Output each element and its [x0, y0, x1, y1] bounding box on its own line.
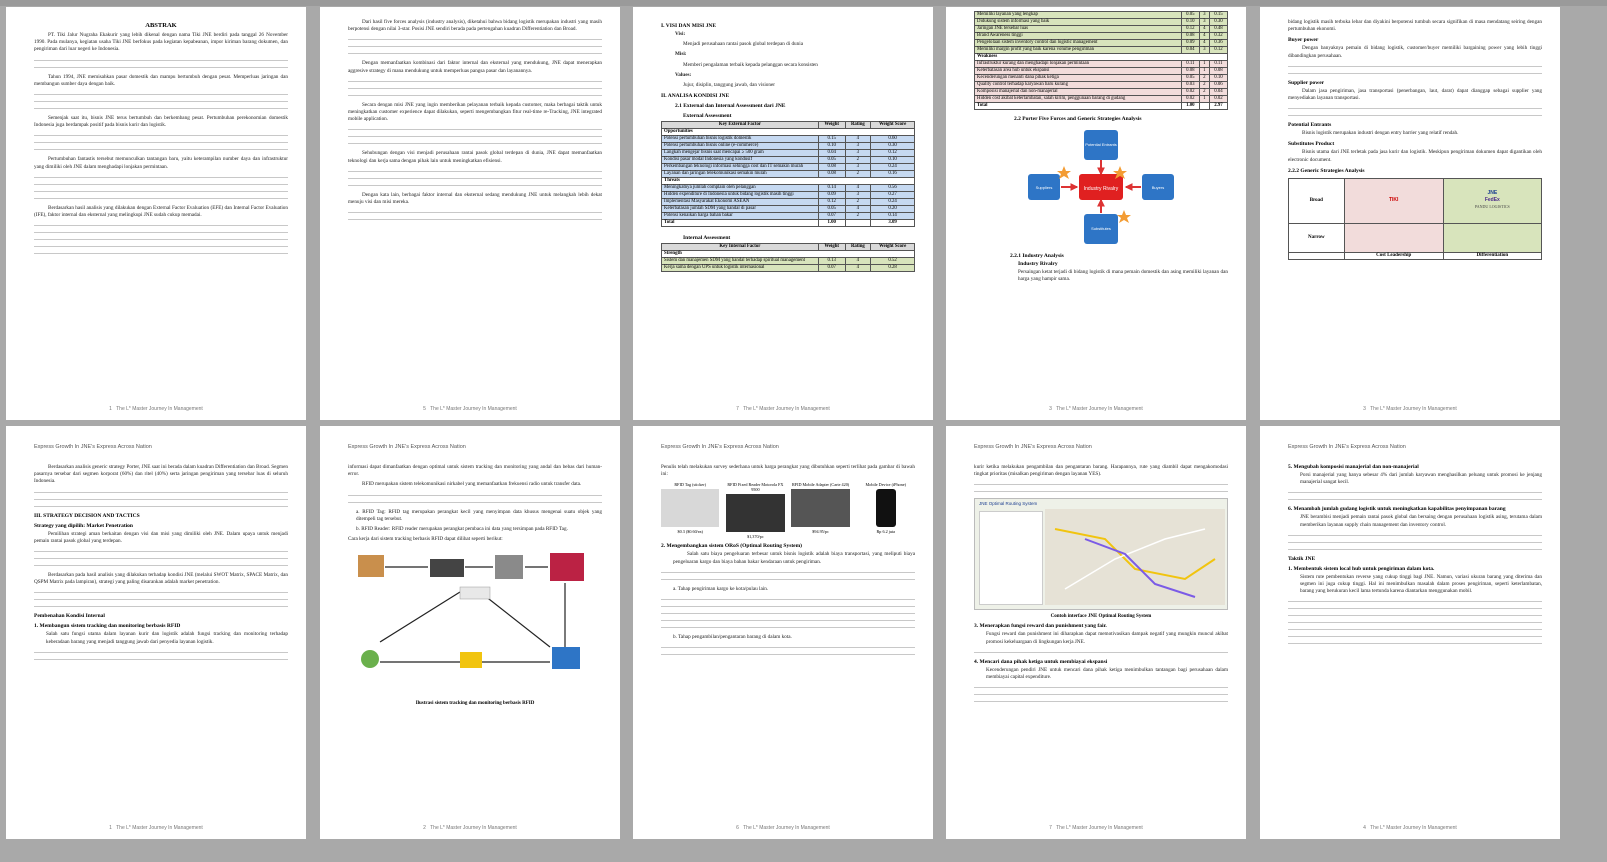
table-total-row: Total 1.00 2.97	[975, 103, 1228, 110]
page-4	[946, 7, 1246, 420]
paragraph: Berdasarkan pada hasil analisis yang dilakukan terhadap kondisi JNE (melalui SWOT Matrix, SPACE Matrix, dan QSPM Matrix pada lampiran), strategi yang paling disarankan adalah market penetration.	[34, 572, 288, 586]
svg-text:Substitutes: Substitutes	[1091, 226, 1111, 231]
jne-logo: JNE	[1487, 190, 1498, 197]
text-lines	[1288, 601, 1542, 644]
strategy-label: Strategy yang dipilih: Market Penetration	[34, 522, 133, 529]
text-lines	[1288, 535, 1542, 550]
broad-diff-cell	[1443, 178, 1541, 223]
subsection-heading: 2.2 Porter Five Forces and Generic Strategies Analysis	[1014, 116, 1142, 122]
list-item-heading: 5. Mengubah komposisi manajerial dan non-manajerial	[1288, 464, 1419, 470]
device-iphone: Mobile Device (iPhone) Rp 6.2 juta	[865, 482, 906, 535]
figure-caption: Contoh interface JNE Optimal Routing System	[1050, 614, 1152, 620]
paragraph: Cara kerja dari sistem tracking berbasis RFID dapat dilihat seperti berikut:	[348, 536, 503, 543]
paragraph: bidang logistik masih terbuka lebar dan diyakini berpotensi tumbuh secara signifikan di masa mendatang seiring dengan pertumbuhan ekonomi.	[1288, 19, 1542, 33]
page-footer: 7 The L* Master Journey In Management	[736, 406, 830, 412]
page-9	[946, 426, 1246, 839]
subsection-heading: 2.2.2 Generic Strategies Analysis	[1288, 167, 1365, 174]
running-header: Express Growth In JNE's Express Across Nation	[348, 444, 466, 450]
force-substitutes	[1084, 214, 1118, 244]
running-header: Express Growth In JNE's Express Across Nation	[1288, 444, 1406, 450]
table-row: Langkah mengejar bisnis saat mencapai ≥ 500 gram 0.04 3 0.12	[662, 150, 915, 157]
paragraph: Dengan banyaknya pemain di bidang logistik, customer/buyer memiliki bargaining power yang lebih tinggi dibandingkan perusahaan.	[1288, 45, 1542, 59]
page-footer: 4 The L* Master Journey In Management	[1363, 825, 1457, 831]
substitutes-label: Substitutes Product	[1288, 141, 1335, 148]
table-row: Hidden expenditure di Indonesia untuk bidang logistik masih tinggi 0.09 3 0.27	[662, 192, 915, 199]
table-row: Meningkatnya jumlah complain oleh pelanggan 0.14 4 0.56	[662, 185, 915, 192]
internal-label: Pembenahan Kondisi Internal	[34, 613, 105, 620]
paragraph: PT. Tiki Jalur Nugraha Ekakurir yang lebih dikenal dengan nama Tiki JNE berdiri pada tanggal 26 November 1990. Pada mulanya, kegiatan usaha Tiki JNE berfokus pada kegiatan kepabeanan, impor kiriman barang dokumen, dan pengiriman dari luar negeri ke Indonesia.	[34, 32, 288, 53]
values-label: Values:	[675, 71, 692, 78]
device-fixed-reader: RFID Fixed Reader Motorola FX 9500 $1,370/pc	[727, 482, 784, 540]
table-total-row: Total 1.00 3.09	[662, 220, 915, 227]
paragraph: Dari hasil five forces analysis (industry analysis), diketahui bahwa bidang logistik merupakan industri yang masih berpotensi dengan nilai 3-star. Posisi JNE sendiri berada pada pertengahan kuadran Differentiation dan Broad.	[348, 19, 602, 33]
table-row: Jaringan JNE tersebar luas 0.12 4 0.48	[975, 26, 1228, 33]
fedex-logo: FedEx	[1484, 197, 1500, 204]
text-lines	[348, 495, 602, 503]
text-lines	[34, 652, 288, 660]
values-text: Jujur, disiplin, tanggung jawab, dan visioner	[683, 82, 776, 89]
text-lines	[661, 599, 915, 628]
section-heading: II. ANALISA KONDISI JNE	[661, 93, 730, 100]
paragraph: Salah satu fungsi utama dalam layanan kurir dan logistik adalah fungsi tracking dan monitoring terhadap keberadaan barang yang menjadi tanggung jawab dari penyedia layanan logistik.	[46, 631, 288, 645]
text-lines	[661, 572, 915, 580]
paragraph: Pemilihan strategi aman berkaitan dengan visi dan misi yang dimiliki oleh JNE. Dalam upaya untuk menjadi pemain rantai pasok global yang terdepan.	[34, 530, 288, 544]
list-item-heading: 4. Mencari dana pihak ketiga untuk membiayai ekspansi	[974, 658, 1108, 665]
text-lines	[348, 171, 602, 186]
paragraph: Semenjak saat itu, bisnis JNE terus bertumbuh dan berkembang pesat. Pertumbuhan perekonomian domestik Indonesia juga berdampak positif pada bisnis kurir dan logistik.	[34, 115, 288, 129]
paragraph: Dalam jasa pengiriman, jasa transportasi (penerbangan, laut, darat) dapat dianggap sebagai supplier yang menyediakan layanan transportasi.	[1288, 87, 1542, 102]
broad-cost-cell	[1344, 178, 1443, 223]
internal-assessment-label: Internal Assessment	[683, 235, 731, 242]
table-row: Keterbatasan jumlah SDM yang handal di pasar 0.05 4 0.20	[662, 206, 915, 213]
table-row: Potensi pertumbuhan bisnis logistik domestik 0.15 4 0.60	[662, 136, 915, 143]
section-heading: III. STRATEGY DECISION AND TACTICS	[34, 512, 140, 519]
narrow-cost-cell	[1344, 223, 1443, 252]
table-row: Komposisi manajerial dan non-manajerial 0.02 2 0.04	[975, 89, 1228, 96]
text-lines	[348, 212, 602, 220]
list-item-heading: 6. Menambah jumlah gudang logistik untuk meningkatkan kapabilitas penyimpanan barang	[1288, 506, 1506, 513]
generic-strategies-matrix: Broad TIKI JNE FedEx PANDU LOGISTICS Narrow Cost Leadership Differentiation	[1288, 178, 1542, 260]
external-assessment-label: External Assessment	[683, 113, 732, 120]
list-item: b. RFID Reader: RFID reader merupakan perangkat pembaca ini data yang tersimpan pada RFID Tag.	[356, 526, 568, 533]
rivalry-label: Industry Rivalry	[1018, 261, 1058, 267]
page-footer: 6 The L* Master Journey In Management	[736, 825, 830, 831]
text-lines	[34, 135, 288, 150]
text-lines	[34, 225, 288, 254]
paragraph: Pertumbuhan fantastis tersebut memunculkan tantangan baru, yaitu keterampilan number daya dan infrastruktur yang dimiliki oleh JNE dalam menghadapi lonjakan permintaan.	[34, 156, 288, 170]
page-5	[1260, 7, 1560, 420]
force-potential-entrants	[1084, 130, 1118, 160]
narrow-diff-cell	[1443, 223, 1541, 252]
five-forces-diagram	[976, 124, 1226, 249]
page-footer: 1 The L* Master Journey In Management	[109, 825, 203, 831]
list-item-heading: 1. Membentuk sistem local hub untuk pengiriman dalam kota.	[1288, 565, 1435, 572]
table-row: Keterbatasan area hub untuk ekspansi 0.08 1 0.08	[975, 68, 1228, 75]
text-lines	[34, 60, 288, 68]
paragraph: Dengan kata lain, berbagai faktor internal dan eksternal sedang mendukung JNE untuk melangkah lebih dekat menuju visi dan misi mereka.	[348, 191, 602, 206]
table-row: Implementasi Masyarakat Ekonomi ASEAN 0.12 2 0.24	[662, 199, 915, 206]
abstract-title: ABSTRAK	[145, 22, 177, 29]
text-lines	[974, 484, 1228, 492]
paragraph: JNE berambisi menjadi pemain rantai pasok global dan bersaing dengan perusahaan logistik asing, terutama dalam memberikan layanan supply chain management dan inventory control.	[1300, 514, 1542, 528]
page-footer: 2 The L* Master Journey In Management	[423, 825, 517, 831]
paragraph: Kecenderungan pendiri JNE untuk mencari dana pihak ketiga menimbulkan tantangan bagi perusahaan dalam membiayai capital expenditure.	[986, 666, 1228, 681]
list-item-heading: 1. Membangun sistem tracking dan monitoring berbasis RFID	[34, 623, 181, 630]
subsection-heading: 2.2.1 Industry Analysis	[1010, 253, 1064, 259]
device-rfid-tag: RFID Tag (sticker) $0.3 ($0.60/ea)	[661, 482, 719, 539]
table-row: Didukung sistem informasi yang baik 0.10 3 0.30	[975, 19, 1228, 26]
ife-table-continued	[974, 11, 1228, 110]
misi-text: Memberi pengalaman terbaik kepada pelanggan secara konsisten	[683, 61, 818, 68]
visi-text: Menjadi perusahaan rantai pasok global terdepan di dunia	[683, 41, 803, 48]
paragraph: Penulis telah melakukan survey sederhana untuk harga perangkat yang dibutuhkan seperti terlihat pada gambar di bawah ini:	[661, 464, 915, 478]
map-title: JNE Optimal Routing System	[979, 501, 1038, 507]
table-group-label: Threats	[662, 178, 915, 185]
page-footer: 1 The L* Master Journey In Management	[109, 406, 203, 412]
tactic-label: Taktik JNE	[1288, 555, 1316, 562]
table-row: Layanan dan jaringan telekomunikasi semakin murah 0.08 2 0.16	[662, 171, 915, 178]
device-row	[661, 482, 915, 539]
paragraph: Salah satu biaya pengeluaran terbesar untuk bisnis logistik adalah biaya transportasi, yang meliputi biaya pengeluaran kargo dan biaya bahan bakar kendaraan untuk pengiriman.	[673, 551, 915, 565]
paragraph: Porsi manajerial yang hanya sebesar 4% dari jumlah karyawan menghasilkan peluang untuk promosi ke jenjang manajerial sangat kecil.	[1300, 472, 1542, 486]
text-lines	[34, 592, 288, 607]
text-lines	[1288, 66, 1542, 74]
table-group-label: Strength	[662, 251, 915, 258]
list-item: a. RFID Tag: RFID tag merupakan perangkat kecil yang menyimpan data khusus mengenai suatu objek yang ditempeli tag tersebut.	[356, 508, 602, 522]
visi-label: Visi:	[675, 31, 686, 37]
paragraph: Bisnis logistik merupakan industri dengan entry barrier yang relatif rendah.	[1302, 130, 1459, 137]
svg-text:Potential Entrants: Potential Entrants	[1085, 142, 1117, 147]
top-ruler	[0, 0, 1607, 6]
text-lines	[34, 492, 288, 507]
table-row: Sistem dan manajemen SDM yang handal terhadap spiritual management 0.13 4 0.52	[662, 258, 915, 265]
table-row: Quality control terhadap karyawan baru kurang 0.03 2 0.06	[975, 82, 1228, 89]
svg-text:Suppliers: Suppliers	[1035, 185, 1053, 190]
table-group-label: Weakness	[975, 54, 1228, 61]
paragraph: Sehubungan dengan visi menjadi perusahaan rantai pasok global terdepan di dunia, JNE dapat memanfaatkan teknologi dan kerja sama dengan pihak lain untuk meningkatkan efisiensi.	[348, 150, 602, 164]
device-mobile-adapter: RFID Mobile Adapter (Carte 420) $94.95/pc	[791, 482, 850, 535]
rfid-flow-diagram	[350, 547, 600, 697]
table-row: Potensi pertumbuhan bisnis online (e-commerce) 0.10 3 0.30	[662, 143, 915, 150]
page-10	[1260, 426, 1560, 839]
table-row: Memiliki margin profit yang baik karena volume pengiriman 0.04 3 0.12	[975, 47, 1228, 54]
buyer-power-label: Buyer power	[1288, 37, 1319, 44]
paragraph: kurir ketika melakukan pengambilan dan pengantaran barang. Harapannya, rute yang diambil dapat mengakomodasi tingkat prioritas (misalkan pengiriman dengan layanan YES).	[974, 464, 1228, 478]
page-1	[6, 7, 306, 420]
text-lines	[34, 177, 288, 199]
page-footer: 3 The L* Master Journey In Management	[1049, 406, 1143, 412]
list-item: b. Tahap pengambilan/pengantaran barang di dalam kota.	[673, 634, 792, 641]
paragraph: Bisnis utama dari JNE terletak pada jasa kurir dan logistik. Meskipun pengiriman dokumen dapat digantikan oleh electronic document.	[1288, 149, 1542, 163]
figure-caption: Ilustrasi sistem tracking dan monitoring berbasis RFID	[415, 701, 535, 707]
table-row: Memiliki layanan yang lengkap 0.05 3 0.15	[975, 12, 1228, 19]
text-lines	[661, 647, 915, 655]
text-lines	[974, 687, 1228, 702]
force-buyers	[1142, 174, 1174, 200]
table-row: Hidden cost akibat keterlambatan, salah kirim, penggunaan barang di gudang 0.02 1 0.02	[975, 96, 1228, 103]
tiki-logo: TIKI	[1388, 197, 1399, 204]
page-2	[320, 7, 620, 420]
page-footer: 7 The L* Master Journey In Management	[1049, 825, 1143, 831]
text-lines	[348, 81, 602, 96]
table-row: Pengelolaan sistem inventory control dan logistic management 0.09 4 0.36	[975, 40, 1228, 47]
table-group-label: Opportunities	[662, 129, 915, 136]
text-lines	[34, 94, 288, 109]
efe-table: Key External Factor Weight Rating Weight Score Opportunities Potensi pertumbuhan bisnis logistik domestik 0.15 4 0.60 Potensi pertumbuhan bisnis online (e-commerce) 0.10 3 0.30 Langkah mengejar bisnis saat mencapai ≥ 500 gram 0.04 3 0.12 Kondisi pasar modal Indonesia yang kondusif 0.05 2 0.10 Perkembangan teknologi informasi sehingga cost dan IT semakin murah 0.08 3 0.24 Layanan dan jaringan telekomunikasi semakin murah 0.08 2 0.16 Threats Meningkatnya jumlah complain oleh pelanggan 0.14 4 0.56 Hidden expenditure di Indonesia untuk bidang logistik masih tinggi 0.09 3 0.27 Implementasi Masyarakat Ekonomi ASEAN 0.12 2 0.24 Keterbatasan jumlah SDM yang handal di pasar 0.05 4 0.20 Potensi kenaikan harga bahan bakar 0.07 2 0.14 Total 1.00 3.09	[661, 121, 915, 227]
paragraph: Dengan memanfaatkan kombinasi dari faktor internal dan eksternal yang mendukung, JNE dapat menerapkan aggresive strategy di mana mendukung untuk memperluas pangsa pasar dan layanannya.	[348, 60, 602, 74]
potential-entrants-label: Potential Entrants	[1288, 122, 1332, 129]
page-footer: 5 The L* Master Journey In Management	[423, 406, 517, 412]
paragraph: Berdasarkan analisis generic strategy Porter, JNE saat ini berada dalam kuadran Differentiation dan Broad. Segmen pasarnya tersebar dari segmen korporat (60%) dan ritel (40%) serta jaringan pengiriman yang tersebar luas di seluruh Indonesia.	[34, 464, 288, 485]
page-8	[633, 426, 933, 839]
subsection-heading: 2.1 External dan Internal Assessment dari JNE	[675, 103, 786, 110]
text-lines	[1288, 492, 1542, 500]
paragraph: informasi dapat dimanfaatkan dengan optimal untuk sistem tracking dan monitoring yang andal dan bebas dari human-error.	[348, 464, 602, 478]
text-lines	[974, 652, 1228, 653]
section-heading: I. VISI DAN MISI JNE	[661, 23, 717, 29]
running-header: Express Growth In JNE's Express Across Nation	[34, 444, 152, 450]
force-suppliers	[1028, 174, 1060, 200]
page-6	[6, 426, 306, 839]
list-item-heading: 3. Menerapkan fungsi reward dan punishment yang fair.	[974, 623, 1107, 630]
svg-text:Buyers: Buyers	[1151, 185, 1165, 190]
text-lines	[348, 129, 602, 144]
pandu-logo: PANDU LOGISTICS	[1474, 204, 1510, 210]
running-header: Express Growth In JNE's Express Across Nation	[661, 444, 779, 450]
table-row: Kerja sama dengan UPS untuk logistik internasional 0.07 4 0.28	[662, 265, 915, 272]
list-item-heading: 2. Mengembangkan sistem ORoS (Optimal Routing System)	[661, 543, 803, 550]
paragraph: Tahun 1994, JNE memisahkan pasar domestik dan mampu bertumbuh dengan pesat. Memperluas jaringan dan membangun sumber daya dengan baik.	[34, 73, 288, 87]
running-header: Express Growth In JNE's Express Across Nation	[974, 444, 1092, 450]
supplier-power-label: Supplier power	[1288, 79, 1325, 86]
page-3	[633, 7, 933, 420]
paragraph: RFID merupakan sistem telekomunikasi nirkabel yang memanfaatkan frekuensi radio untuk transfer data.	[362, 481, 582, 488]
table-row: Perkembangan teknologi informasi sehingga cost dan IT semakin murah 0.08 3 0.24	[662, 164, 915, 171]
page-footer: 3 The L* Master Journey In Management	[1363, 406, 1457, 412]
list-item: a. Tahap pengiriman kargo ke kota/pulau lain.	[673, 585, 769, 592]
text-lines	[348, 39, 602, 54]
table-row: Brand Awareness tinggi 0.08 4 0.32	[975, 33, 1228, 40]
paragraph: Fungsi reward dan punishment ini diharapkan dapat memotivasikan dampak negatif yang mungkin muncul akibat promosi kekeluargaan di lingkungan kerja JNE.	[986, 631, 1228, 645]
table-row: Kecenderungan menanti dana pihak ketiga 0.05 2 0.10	[975, 75, 1228, 82]
star-icon	[1117, 210, 1131, 223]
table-row: Infrastruktur kurang dan menghadapi lonjakan permintaan 0.11 1 0.11	[975, 61, 1228, 68]
table-row: Potensi kenaikan harga bahan bakar 0.07 2 0.14	[662, 213, 915, 220]
paragraph: Secara dengan misi JNE yang ingin memberikan pelayanan terbaik kepada customer, maka berbagai taktik untuk meningkatkan customer experience dapat dilakukan, seperti mengembangkan fitur real-time re-Tracking, JNE integrated mobile application.	[348, 101, 602, 123]
text-lines	[34, 551, 288, 566]
ife-table: Key Internal Factor Weight Rating Weight Score Strength Sistem dan manajemen SDM yang handal terhadap spiritual management 0.13 4 0.52 Kerja sama dengan UPS untuk logistik internasional 0.07 4 0.28	[661, 243, 915, 272]
paragraph: Sistem rute pembentukan reverse yang cukup tinggi bagi JNE. Namun, variasi ukuran barang yang diterima dan segmen ini juga cukup tinggi. Hal ini menimbulkan masalah dalam proses pengiriman, seperti keterlambatan, barang yang berukuran kecil lama tertunda karena diantarkan menggunakan mobil.	[1300, 573, 1542, 595]
text-lines	[1288, 108, 1542, 116]
routing-map	[974, 498, 1228, 610]
misi-label: Misi:	[675, 51, 687, 58]
table-row: Kondisi pasar modal Indonesia yang kondusif 0.05 2 0.10	[662, 157, 915, 164]
svg-text:Industry Rivalry: Industry Rivalry	[1083, 186, 1119, 192]
paragraph: Berdasarkan hasil analisis yang dilakukan dengan External Factor Evaluation (EFE) dan Internal Factor Evaluation (IFE), faktor internal dan eksternal yang melingkupi JNE sudah cukup memadai.	[34, 204, 288, 219]
paragraph: Persaingan ketat terjadi di bidang logistik di mana pemain domestik dan asing memiliki layanan dan harga yang hampir sama.	[1018, 269, 1228, 283]
page-7	[320, 426, 620, 839]
